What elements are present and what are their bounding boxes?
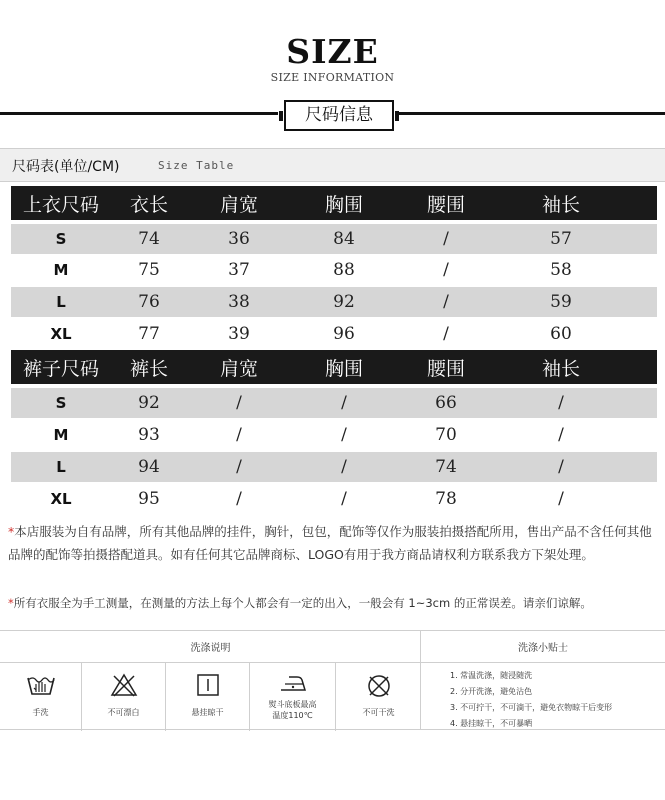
care-item: [336, 663, 421, 731]
care-item-label: 不可干洗: [362, 708, 395, 717]
value-cell: /: [341, 489, 347, 509]
banner-line-right: [398, 112, 665, 115]
table-row: [11, 388, 657, 418]
care-item-label-2: 温度110℃: [272, 711, 313, 720]
header-cell: 腰围: [426, 193, 465, 216]
header-cell: 肩宽: [219, 357, 258, 380]
value-cell: 78: [435, 489, 457, 509]
size-cell: XL: [50, 490, 72, 508]
care-item-label: 手洗: [32, 708, 49, 717]
section-banner: [284, 100, 394, 131]
care-instructions-title: 洗涤说明: [0, 631, 421, 663]
header-cell: 上衣尺码: [22, 193, 99, 216]
value-cell: 39: [228, 324, 250, 344]
page-title: SIZE: [286, 32, 379, 71]
value-cell: /: [341, 393, 347, 413]
care-item: [166, 663, 250, 731]
banner-line-left: [0, 112, 278, 115]
size-cell: M: [53, 261, 69, 279]
value-cell: 88: [333, 260, 355, 280]
value-cell: /: [341, 457, 347, 477]
value-cell: /: [236, 425, 242, 445]
care-tip: 2. 分开洗涤，避免沾色: [450, 687, 533, 696]
value-cell: 92: [333, 292, 355, 312]
table-row: [11, 287, 657, 317]
value-cell: 57: [550, 229, 572, 249]
table-row: [11, 484, 657, 514]
note-star: *: [8, 596, 14, 610]
page-subtitle: SIZE INFORMATION: [270, 71, 395, 84]
size-cell: M: [53, 426, 69, 444]
care-tip: 3. 不可拧干，不可滴干，避免衣物晾干后变形: [450, 703, 613, 712]
note-star: *: [8, 524, 15, 539]
value-cell: 84: [333, 229, 355, 249]
care-instructions: [0, 631, 421, 729]
value-cell: /: [443, 292, 449, 312]
value-cell: 70: [435, 425, 457, 445]
size-table-heading: [0, 148, 665, 182]
size-table-label-en: Size Table: [158, 159, 235, 172]
care-item: [250, 663, 336, 731]
value-cell: 66: [435, 393, 457, 413]
header-cell: 肩宽: [219, 193, 258, 216]
value-cell: 94: [138, 457, 160, 477]
value-cell: 60: [550, 324, 572, 344]
size-table-label-cn: 尺码表(单位/CM): [12, 159, 120, 175]
value-cell: /: [236, 457, 242, 477]
value-cell: 95: [138, 489, 160, 509]
value-cell: 74: [138, 229, 160, 249]
value-cell: /: [443, 229, 449, 249]
header-cell: 胸围: [324, 357, 363, 380]
header-cell: 衣长: [129, 193, 168, 216]
care-item: [82, 663, 166, 731]
value-cell: /: [558, 425, 564, 445]
care-item-label: 悬挂晾干: [191, 708, 224, 717]
value-cell: 93: [138, 425, 160, 445]
value-cell: 37: [228, 260, 250, 280]
pants-header-row: [11, 350, 657, 384]
no-tumble-dry-icon: [365, 672, 393, 700]
header-cell: 裤长: [129, 357, 168, 380]
value-cell: /: [443, 260, 449, 280]
top-header-row: [11, 186, 657, 220]
value-cell: 74: [435, 457, 457, 477]
care-tips-title: 洗涤小贴士: [421, 631, 665, 663]
header-cell: 袖长: [541, 193, 580, 216]
header-cell: 裤子尺码: [22, 357, 99, 380]
size-cell: L: [56, 458, 66, 476]
table-row: [11, 224, 657, 254]
care-tip: 1. 常温洗涤，随浸随洗: [450, 671, 533, 680]
care-section: [0, 630, 665, 730]
care-item-label: 不可漂白: [107, 708, 140, 717]
table-row: [11, 420, 657, 450]
hang-dry-icon: [195, 672, 221, 698]
value-cell: 96: [333, 324, 355, 344]
no-bleach-icon: [109, 672, 139, 698]
measure-note-text: 所有衣服全为手工测量，在测量的方法上每个人都会有一定的出入，一般会有 1~3cm 的正常误差。请亲们谅解。: [13, 596, 592, 610]
brand-note-text: 本店服装为自有品牌，所有其他品牌的挂件，胸针，包包，配饰等仅作为服装拍摄搭配所用，售出产品不含任何其他品牌的配饰等拍摄搭配道具。如有任何其它品牌商标、LOGO有用于我方商品请权利方联系我方下架处理。: [8, 524, 652, 562]
value-cell: 92: [138, 393, 160, 413]
brand-note: [8, 520, 658, 566]
iron-icon: [277, 672, 309, 694]
care-item: [0, 663, 82, 731]
value-cell: /: [443, 324, 449, 344]
measure-note: [8, 592, 658, 615]
value-cell: 36: [228, 229, 250, 249]
value-cell: 75: [138, 260, 160, 280]
value-cell: /: [236, 393, 242, 413]
header-cell: 胸围: [324, 193, 363, 216]
value-cell: 58: [550, 260, 572, 280]
care-item-label: 熨斗底板最高: [268, 700, 317, 709]
care-tip: 4. 悬挂晾干，不可暴晒: [450, 719, 533, 728]
hand-wash-icon: [25, 672, 57, 698]
value-cell: 76: [138, 292, 160, 312]
header-cell: 袖长: [541, 357, 580, 380]
value-cell: 59: [550, 292, 572, 312]
table-row: [11, 452, 657, 482]
value-cell: 77: [138, 324, 160, 344]
size-cell: XL: [50, 325, 72, 343]
value-cell: /: [558, 457, 564, 477]
header-cell: 腰围: [426, 357, 465, 380]
value-cell: /: [341, 425, 347, 445]
table-row: [11, 255, 657, 285]
section-banner-label: 尺码信息: [305, 105, 373, 125]
value-cell: 38: [228, 292, 250, 312]
value-cell: /: [558, 489, 564, 509]
size-cell: S: [55, 394, 67, 412]
value-cell: /: [558, 393, 564, 413]
value-cell: /: [236, 489, 242, 509]
care-tips: [450, 668, 665, 732]
size-cell: L: [56, 293, 66, 311]
size-cell: S: [55, 230, 67, 248]
table-row: [11, 319, 657, 349]
